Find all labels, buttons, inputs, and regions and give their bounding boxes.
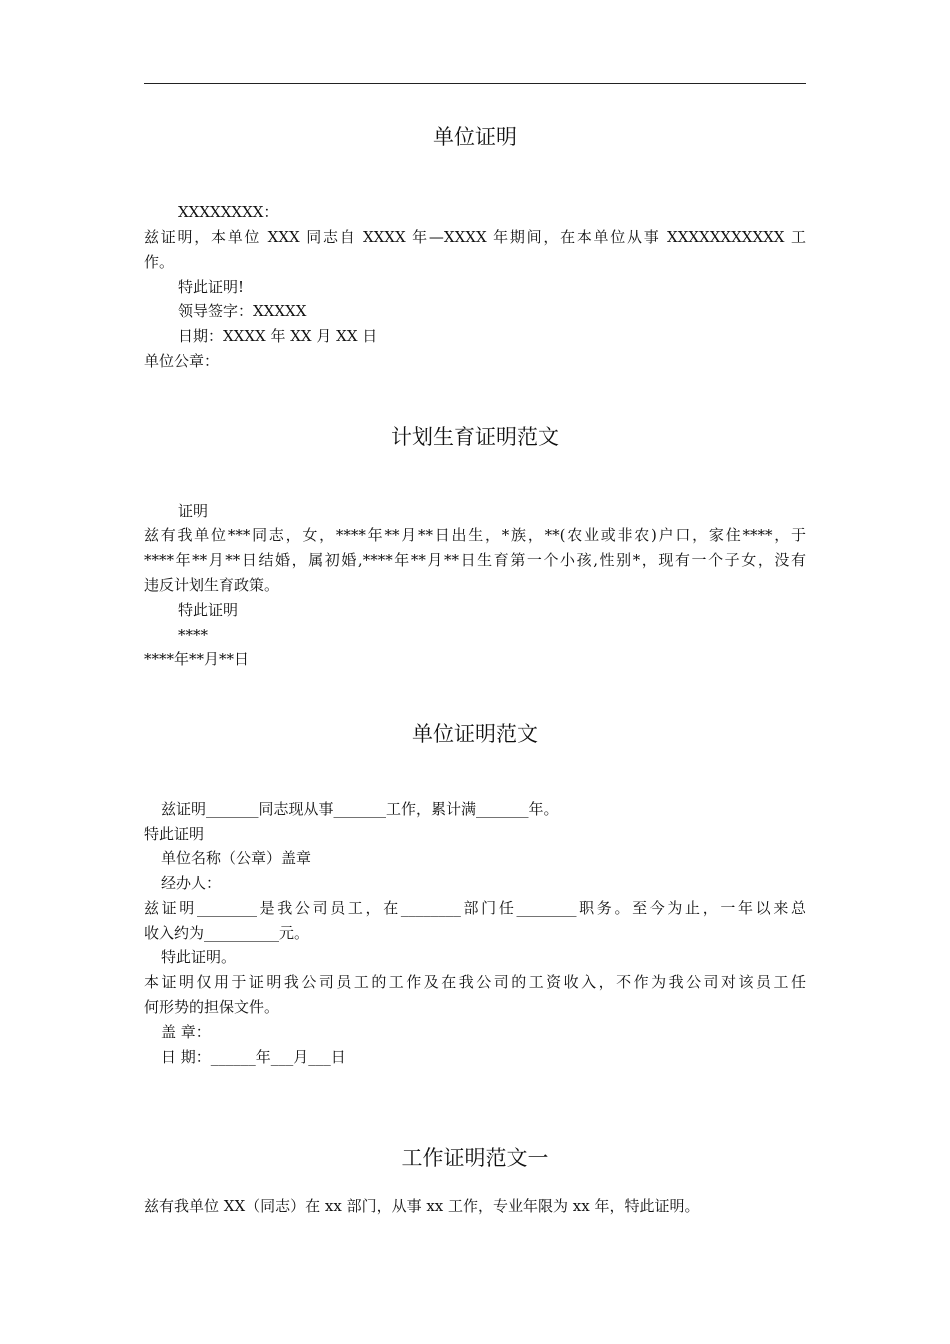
body-paragraph-line: 何形势的担保文件。 <box>144 998 280 1016</box>
section-title-work-certificate: 工作证明范文一 <box>401 1146 549 1170</box>
body-paragraph-line: 本证明仅用于证明我公司员工的工作及在我公司的工资收入，不作为我公司对该员工任 <box>144 973 806 991</box>
body-paragraph-line: 兹有我单位 XX（同志）在 xx 部门，从事 xx 工作，专业年限为 xx 年，特此证明。 <box>144 1197 700 1215</box>
signer-line: **** <box>178 626 208 644</box>
section-title-family-planning: 计划生育证明范文 <box>391 425 559 449</box>
certificate-heading: 证明 <box>178 502 209 520</box>
section-title-unit-certificate-sample: 单位证明范文 <box>412 722 538 746</box>
body-paragraph-line: 违反计划生育政策。 <box>144 576 280 594</box>
date-line: 日 期：______年___月___日 <box>161 1048 346 1066</box>
body-paragraph-line: 兹证明________是我公司员工，在________部门任________职务。至今为止，一年以来总 <box>144 899 806 917</box>
body-paragraph-line: 收入约为__________元。 <box>144 924 310 942</box>
seal-line: 单位公章： <box>144 352 220 370</box>
section-title-unit-certificate: 单位证明 <box>433 125 517 149</box>
salutation: XXXXXXXX： <box>178 203 279 221</box>
date-line: ****年**月**日 <box>144 650 250 668</box>
body-paragraph-line: 兹证明_______同志现从事_______工作，累计满_______年。 <box>161 800 559 818</box>
handler-line: 经办人： <box>161 874 222 892</box>
seal-line: 盖 章： <box>161 1023 211 1041</box>
closing-text: 特此证明! <box>178 278 245 296</box>
body-paragraph-line: 兹证明，本单位 XXX 同志自 XXXX 年—XXXX 年期间，在本单位从事 XXXXXXXXXXX 工 <box>144 228 806 246</box>
leader-signature: 领导签字：XXXXX <box>178 302 307 320</box>
seal-line: 单位名称（公章）盖章 <box>161 849 312 867</box>
closing-text: 特此证明 <box>144 825 205 843</box>
closing-text: 特此证明 <box>178 601 239 619</box>
body-paragraph-line: 兹有我单位***同志，女，****年**月**日出生，*族，**(农业或非农)户口，家住****，于 <box>144 526 806 544</box>
body-paragraph-line: ****年**月**日结婚，属初婚,****年**月**日生育第一个小孩,性别*，现有一个子女，没有 <box>144 551 806 569</box>
header-rule <box>144 83 806 84</box>
date-line: 日期：XXXX 年 XX 月 XX 日 <box>178 327 378 345</box>
body-paragraph-line: 作。 <box>144 253 175 271</box>
closing-text: 特此证明。 <box>161 948 237 966</box>
